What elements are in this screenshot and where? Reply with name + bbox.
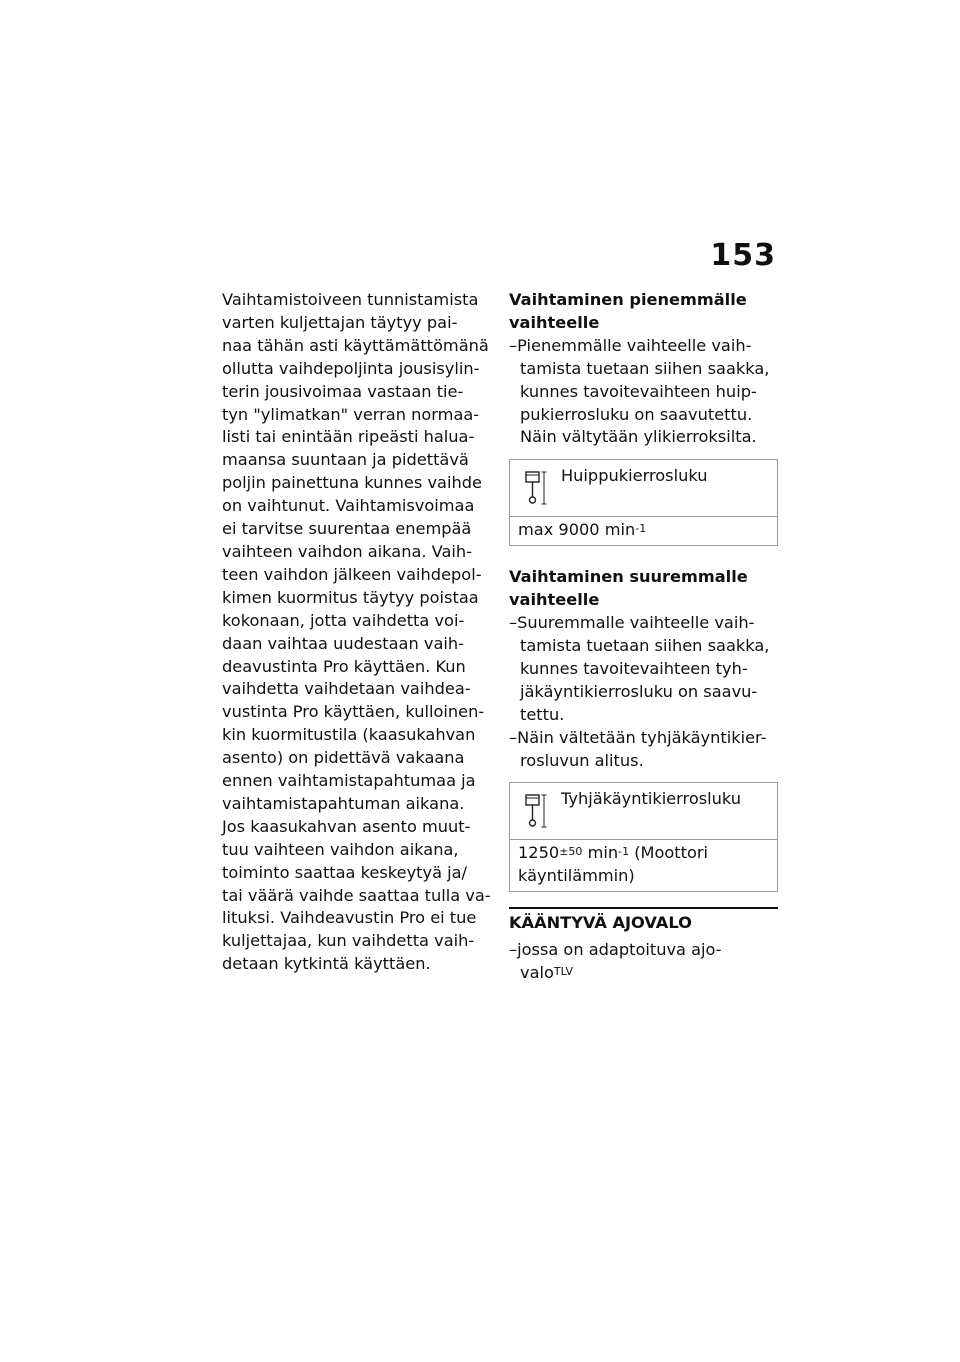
cornering-light-section xyxy=(509,912,779,985)
right-column xyxy=(509,289,779,985)
downshift-item-1-line: Näin vältytään ylikierroksilta. xyxy=(520,427,757,447)
spec-value-note: (Moottori xyxy=(629,843,709,863)
body-text-line: kuljettajaa, kun vaihdetta vaih- xyxy=(222,931,475,951)
body-text-line: maansa suuntaan ja pidettävä xyxy=(222,450,469,470)
downshift-item-1-line: pukierrosluku on saavutettu. xyxy=(520,404,753,424)
cornering-light-line-1: –jossa on adaptoituva ajo- xyxy=(509,940,722,960)
upshift-item-2-line: rosluvun alitus. xyxy=(520,750,644,770)
spec-value-text: max 9000 min xyxy=(518,520,636,540)
spec-value-exponent: -1 xyxy=(635,522,647,536)
body-text-line: ennen vaihtamistapahtumaa ja xyxy=(222,771,476,791)
downshift-heading-line-1: Vaihtaminen pienemmälle xyxy=(509,290,747,309)
spec-box-header xyxy=(510,783,777,840)
body-text-line: poljin painettuna kunnes vaihde xyxy=(222,473,482,493)
cornering-light-line-2 xyxy=(509,962,779,985)
option-code: TLV xyxy=(553,965,574,979)
downshift-item-1 xyxy=(509,335,779,450)
downshift-item-1-line: –Pienemmälle vaihteelle vaih- xyxy=(509,335,752,355)
max-rpm-spec-box xyxy=(509,459,778,546)
upshift-item-1-line: tamista tuetaan siihen saakka, xyxy=(520,635,770,655)
body-text-line: kokonaan, jotta vaihdetta voi- xyxy=(222,610,465,630)
body-text-line: vaihdetta vaihdetaan vaihdea- xyxy=(222,679,471,699)
left-column-text xyxy=(222,289,490,976)
idle-rpm-spec-box xyxy=(509,782,778,892)
body-text-line: naa tähän asti käyttämättömänä xyxy=(222,335,489,355)
upshift-item-1 xyxy=(509,612,779,727)
downshift-heading-line-2: vaihteelle xyxy=(509,312,600,332)
body-text-line: kin kuormitustila (kaasukahvan xyxy=(222,725,476,745)
body-text-line: vaihtamistapahtuman aikana. xyxy=(222,793,465,813)
downshift-section xyxy=(509,289,779,546)
spec-title: Huippukierrosluku xyxy=(561,466,708,486)
downshift-item-1-line: kunnes tavoitevaihteen huip- xyxy=(520,381,757,401)
body-text-line: ollutta vaihdepoljinta jousisylin- xyxy=(222,358,480,378)
cornering-light-line-2-text: valo xyxy=(520,963,554,983)
spec-box-header xyxy=(510,460,777,517)
body-text-line: terin jousivoimaa vastaan tie- xyxy=(222,381,464,401)
upshift-section xyxy=(509,566,779,892)
body-text-line: tuu vaihteen vaihdon aikana, xyxy=(222,839,459,859)
engine-piston-icon xyxy=(524,793,548,833)
body-text-line: toiminto saattaa keskeytyä ja/ xyxy=(222,862,468,882)
body-text-line: Jos kaasukahvan asento muut- xyxy=(222,816,471,836)
body-text-line: ei tarvitse suurentaa enempää xyxy=(222,519,472,539)
spec-value-tolerance: ±50 xyxy=(559,845,583,859)
body-text-line: teen vaihdon jälkeen vaihdepol- xyxy=(222,564,482,584)
body-text-line: tai väärä vaihde saattaa tulla va- xyxy=(222,885,491,905)
body-text-line: tyn "ylimatkan" verran normaa- xyxy=(222,404,480,424)
body-text-line: Vaihtamistoiveen tunnistamista xyxy=(222,290,479,309)
spec-value-note-line-2: käyntilämmin) xyxy=(518,866,635,886)
spec-value-base: 1250 xyxy=(518,843,560,863)
downshift-item-1-line: tamista tuetaan siihen saakka, xyxy=(520,358,770,378)
section-title: KÄÄNTYVÄ AJOVALO xyxy=(509,913,692,933)
upshift-item-1-line: jäkäyntikierrosluku on saavu- xyxy=(520,681,758,701)
upshift-item-1-line: tettu. xyxy=(520,704,565,724)
body-text-line: kimen kuormitus täytyy poistaa xyxy=(222,587,479,607)
body-text-line: vaihteen vaihdon aikana. Vaih- xyxy=(222,541,472,561)
upshift-item-2 xyxy=(509,727,779,773)
upshift-heading-line-2: vaihteelle xyxy=(509,590,600,610)
body-text-line: daan vaihtaa uudestaan vaih- xyxy=(222,633,464,653)
body-text-line: varten kuljettajan täytyy pai- xyxy=(222,312,458,332)
section-divider xyxy=(509,907,778,909)
body-text-line: on vaihtunut. Vaihtamisvoimaa xyxy=(222,496,475,516)
spec-value xyxy=(510,517,777,545)
upshift-item-2-line: –Näin vältetään tyhjäkäyntikier- xyxy=(509,727,767,747)
page-number: 153 xyxy=(710,238,776,273)
body-text-line: detaan kytkintä käyttäen. xyxy=(222,954,431,974)
body-text-line: listi tai enintään ripeästi halua- xyxy=(222,427,475,447)
upshift-item-1-line: –Suuremmalle vaihteelle vaih- xyxy=(509,613,755,633)
spec-value xyxy=(510,840,777,891)
body-text-line: deavustinta Pro käyttäen. Kun xyxy=(222,656,466,676)
body-text-line: asento) on pidettävä vakaana xyxy=(222,748,465,768)
engine-piston-icon xyxy=(524,470,548,510)
spec-value-unit: min xyxy=(582,843,619,863)
upshift-heading-line-1: Vaihtaminen suuremmalle xyxy=(509,567,748,587)
spec-value-exponent: -1 xyxy=(618,845,630,859)
upshift-item-1-line: kunnes tavoitevaihteen tyh- xyxy=(520,658,748,678)
body-text-line: vustinta Pro käyttäen, kulloinen- xyxy=(222,702,485,722)
spec-title: Tyhjäkäyntikierrosluku xyxy=(561,789,742,809)
body-text-line: lituksi. Vaihdeavustin Pro ei tue xyxy=(222,908,477,928)
